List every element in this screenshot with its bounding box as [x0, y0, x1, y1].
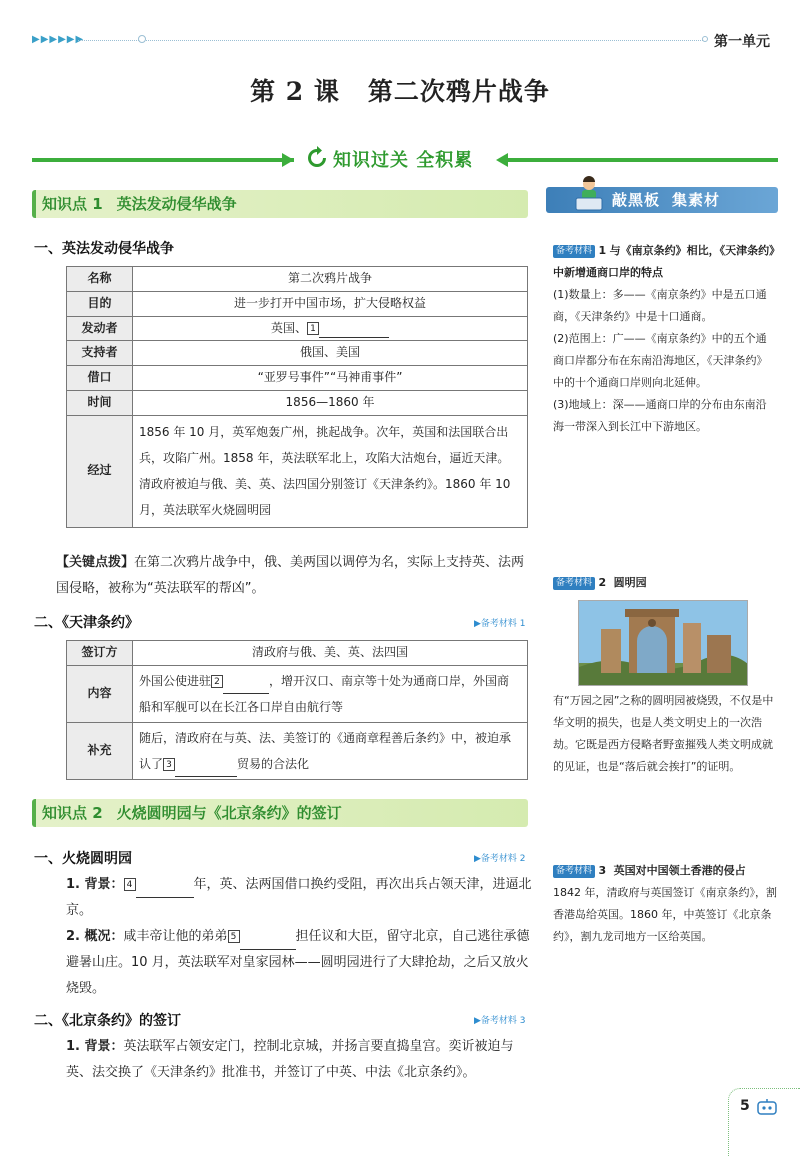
table-row	[67, 316, 528, 341]
robot-icon	[756, 1098, 778, 1116]
banner-arrow-left	[282, 153, 294, 167]
treaty-table	[66, 640, 528, 780]
material-tag: 备考材料	[553, 865, 595, 878]
para-text: 年，英、法两国借口换约受阻，再次出兵占领天津，进逼北京。	[66, 877, 532, 918]
header-circle-decoration-right	[702, 36, 708, 42]
lesson-number: 第 2 课	[250, 77, 340, 106]
header-arrows-decoration: ▶▶▶▶▶▶	[32, 34, 85, 45]
lesson-title	[0, 72, 800, 108]
list-item: (1)数量上：多——《南京条约》中是五口通商，《天津条约》中是十口通商。	[553, 288, 767, 323]
kp1-label: 知识点 1	[42, 195, 103, 213]
table-row	[67, 390, 528, 415]
key-tip-text: 在第二次鸦片战争中，俄、美两国以调停为名，实际上支持英、法两国侵略，被称为“英法联军的帮凶”。	[56, 555, 525, 596]
para-label: 1. 背景：	[66, 877, 124, 892]
content-text-b: ，增开汉口、南京等十处为通商口岸，外国商船和军舰可以在长江各口岸自由航行等	[139, 673, 510, 714]
material-number: 1	[598, 244, 607, 257]
material-tag: 备考材料	[553, 577, 595, 590]
lesson-name: 第二次鸦片战争	[367, 77, 550, 106]
section-banner: 知识过关 全积累	[333, 150, 474, 171]
sidebar-title	[612, 189, 720, 210]
key-tip	[56, 550, 530, 602]
material-1	[553, 240, 777, 438]
material-1-title: 与《南京条约》相比，《天津条约》中新增通商口岸的特点	[553, 244, 775, 279]
table-key: 目的	[67, 291, 133, 316]
material-3-text: 1842 年，清政府与英国签订《南京条约》，割香港岛给英国。1860 年，中英签订《北京条约》，割九龙司地方一区给英国。	[553, 886, 777, 943]
war-info-table	[66, 266, 528, 528]
list-item: (2)范围上：广——《南京条约》中的五个通商口岸都分布在东南沿海地区，《天津条约》中的十个通商口岸则向北延伸。	[553, 332, 768, 389]
list-item: (3)地域上：深——通商口岸的分布由东南沿海一带深入到长江中下游地区。	[553, 398, 767, 433]
table-key: 借口	[67, 366, 133, 391]
header-dotted-line	[78, 40, 703, 41]
material-3	[553, 860, 777, 948]
para-text-a: 咸丰帝让他的弟弟	[123, 929, 228, 944]
blank-number: 1	[307, 322, 319, 335]
header-circle-decoration	[138, 35, 146, 43]
material-2-title: 圆明园	[613, 576, 647, 589]
table-row	[67, 291, 528, 316]
material-3-heading	[553, 860, 777, 882]
table-key: 名称	[67, 267, 133, 292]
table-value: 俄国、美国	[133, 341, 528, 366]
swirl-icon	[305, 146, 329, 170]
table-row	[67, 665, 528, 722]
kp2-treaty-paragraph	[66, 1034, 532, 1086]
unit-label: 第一单元	[714, 34, 770, 50]
kp2-title: 火烧圆明园与《北京条约》的签订	[116, 804, 342, 822]
material-1-heading	[553, 240, 777, 284]
para-text: 英法联军占领安定门，控制北京城，并扬言要直捣皇宫。奕䜣被迫与英、法交换了《天津条约》批准书，并签订了中英、中法《北京条约》。	[66, 1039, 514, 1080]
fill-blank[interactable]	[223, 678, 269, 694]
kp2-label: 知识点 2	[42, 804, 103, 822]
para-label: 1. 背景：	[66, 1039, 124, 1054]
table-value	[133, 665, 528, 722]
table-value: 1856—1860 年	[133, 390, 528, 415]
table-value: 清政府与俄、美、英、法四国	[133, 641, 528, 666]
supplement-text-b: 贸易的合法化	[237, 756, 310, 771]
table-key: 发动者	[67, 316, 133, 341]
banner-line-left	[32, 158, 294, 162]
material-number: 3	[598, 864, 607, 877]
para-text-b: 担任议和大臣，留守北京，自己逃往承德避暑山庄。10 月，英法联军对皇家园林——圆明园进行了大肆抢劫，之后又放火烧毁。	[66, 929, 530, 996]
blank-number: 5	[228, 930, 240, 943]
sidebar-title-b: 集素材	[672, 191, 721, 209]
blank-number: 2	[211, 675, 223, 688]
table-key: 内容	[67, 665, 133, 722]
knowledge-point-2-header	[32, 799, 528, 827]
kp2-section-2-title: 二、《北京条约》的签订	[34, 1013, 181, 1029]
table-value	[133, 316, 528, 341]
table-row	[67, 341, 528, 366]
table-value: 进一步打开中国市场，扩大侵略权益	[133, 291, 528, 316]
blank-number: 4	[124, 878, 136, 891]
table-key: 时间	[67, 390, 133, 415]
reference-link[interactable]: ▶备考材料 3	[474, 1016, 526, 1026]
table-value	[133, 722, 528, 779]
content-text-a: 外国公使进驻	[139, 673, 212, 688]
fill-blank[interactable]	[319, 322, 389, 338]
material-3-title: 英国对中国领土香港的侵占	[613, 864, 746, 877]
yuanmingyuan-ruins-image	[578, 600, 748, 686]
table-key: 支持者	[67, 341, 133, 366]
key-tip-label: 【关键点拨】	[56, 555, 135, 570]
sidebar-title-a: 敲黑板	[612, 191, 661, 209]
table-row	[67, 415, 528, 527]
para-label: 2. 概况：	[66, 929, 124, 944]
table-key: 补充	[67, 722, 133, 779]
fill-blank[interactable]	[136, 882, 194, 898]
kp2-section-1-title: 一、火烧圆明园	[34, 851, 132, 867]
reference-link[interactable]: ▶备考材料 1	[474, 619, 526, 629]
table-key: 经过	[67, 415, 133, 527]
table-value: 1856 年 10 月，英军炮轰广州，挑起战争。次年，英国和法国联合出兵，攻陷广州。1858 年，英法联军北上，攻陷大沽炮台，逼近天津。清政府被迫与俄、美、英、法四国分别签订《天津条约》。1860 年 10 月，英法联军火烧圆明园	[133, 415, 528, 527]
banner-arrow-right	[496, 153, 508, 167]
kp2-overview-paragraph	[66, 924, 532, 1002]
kp1-section-2-title: 二、《天津条约》	[34, 615, 139, 631]
kp1-title: 英法发动侵华战争	[116, 195, 237, 213]
blank-number: 3	[163, 758, 175, 771]
kp2-background-paragraph	[66, 872, 532, 924]
table-value-text: 英国、	[270, 320, 307, 335]
kp1-section-1-title: 一、英法发动侵华战争	[34, 241, 174, 257]
material-2-heading	[553, 572, 777, 594]
material-number: 2	[598, 576, 607, 589]
table-value: “亚罗号事件”“马神甫事件”	[133, 366, 528, 391]
table-key: 签订方	[67, 641, 133, 666]
page-number: 5	[740, 1098, 750, 1114]
table-row	[67, 267, 528, 292]
supplement-text-a: 随后，清政府在与英、法、美签订的《通商章程善后条约》中，被迫承认了	[139, 730, 512, 771]
reference-link[interactable]: ▶备考材料 2	[474, 854, 526, 864]
table-row	[67, 366, 528, 391]
table-row	[67, 641, 528, 666]
banner-line-right	[504, 158, 778, 162]
table-value: 第二次鸦片战争	[133, 267, 528, 292]
material-tag: 备考材料	[553, 245, 595, 258]
table-row	[67, 722, 528, 779]
student-figure-icon	[572, 176, 606, 212]
material-2-text: 有“万园之园”之称的圆明园被烧毁，不仅是中华文明的损失，也是人类文明史上的一次浩劫。它既是西方侵略者野蛮摧残人类文明成就的见证，也是“落后就会挨打”的证明。	[553, 694, 774, 773]
fill-blank[interactable]	[240, 934, 296, 950]
fill-blank[interactable]	[175, 761, 237, 777]
knowledge-point-1-header	[32, 190, 528, 218]
